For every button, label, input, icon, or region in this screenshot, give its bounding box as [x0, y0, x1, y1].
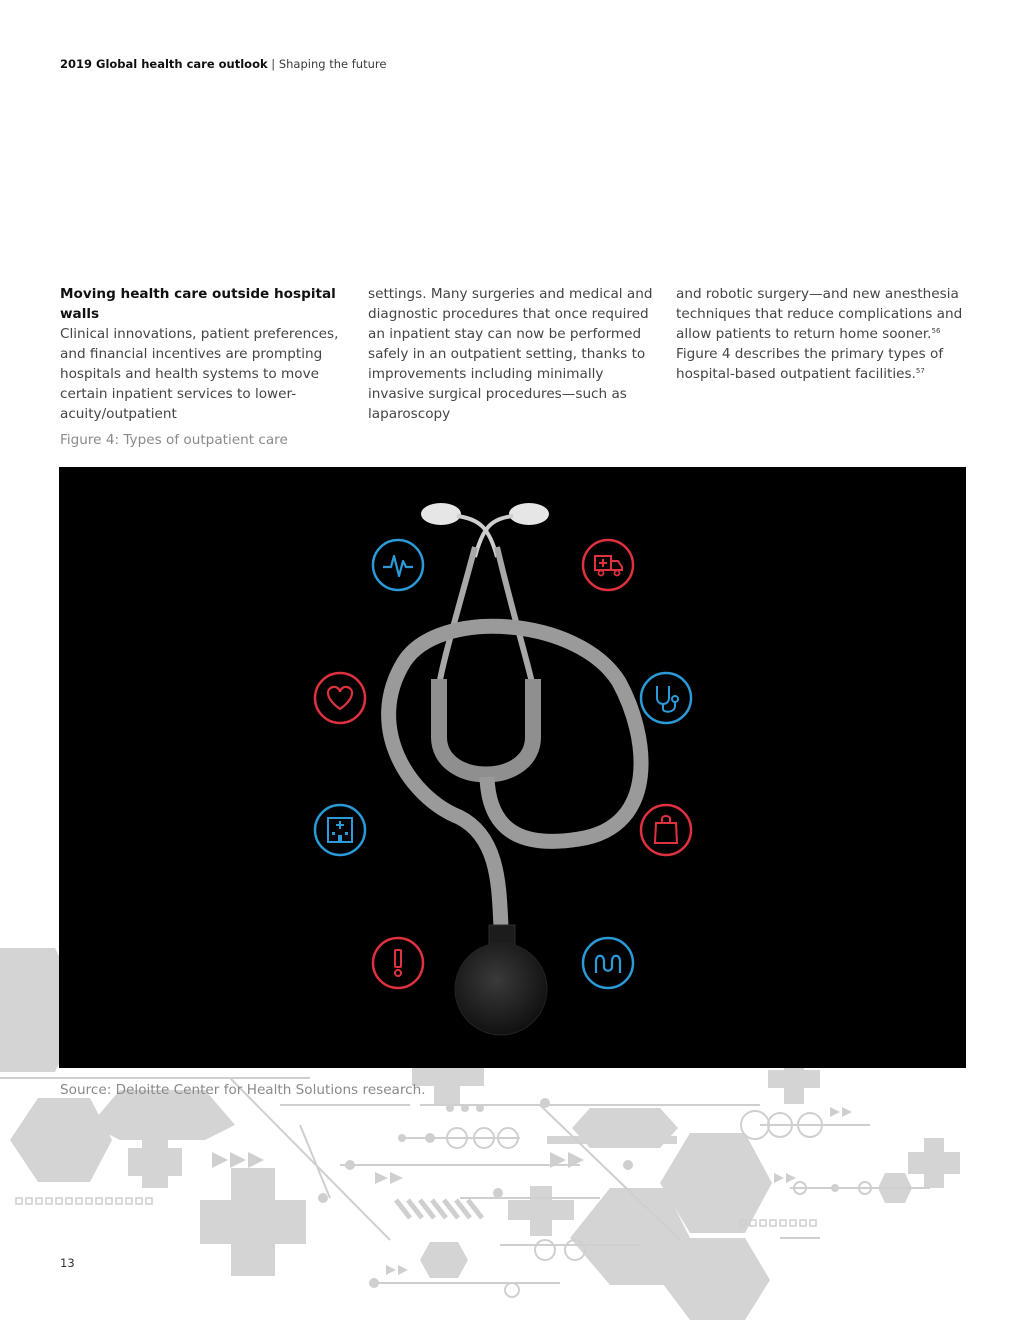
article-text-col3-a: and robotic surgery—and new anesthesia techniques that reduce complications and allow patients to return home sooner. — [676, 286, 963, 342]
intestine-icon — [583, 938, 633, 988]
article-text-col1: Clinical innovations, patient preferences, and financial incentives are prompting hospitals and health systems to move certain inpatient services to lower-acuity/outpatient — [60, 326, 339, 422]
footnote-ref-57[interactable]: 57 — [915, 367, 925, 375]
stethoscope-tubes — [439, 547, 533, 687]
article-text-col3 — [676, 284, 963, 384]
section-heading: Moving health care outside hospital walls — [60, 286, 336, 322]
article-text-col2: settings. Many surgeries and medical and diagnostic procedures that once required an inpatient stay can now be performed safely in an outpatient setting, thanks to improvements including minimally invasive surgical procedures—such as laparoscopy — [368, 286, 653, 422]
stethoscope-loop — [389, 626, 641, 927]
page-number: 13 — [60, 1256, 75, 1270]
stethoscope-illustration — [59, 467, 966, 1068]
stethoscope-yoke — [439, 679, 533, 775]
running-header — [60, 57, 386, 71]
heartbeat-icon — [373, 540, 423, 590]
article-column-3 — [676, 284, 963, 384]
exclamation-icon — [373, 938, 423, 988]
header-title: 2019 Global health care outlook — [60, 57, 268, 71]
figure-title: Figure 4: Types of outpatient care — [60, 432, 288, 448]
stethoscope-chestpiece — [455, 943, 547, 1035]
article-column-2 — [368, 284, 655, 424]
header-separator: | — [267, 57, 279, 71]
footnote-ref-56[interactable]: 56 — [931, 327, 941, 335]
ambulance-icon — [583, 540, 633, 590]
shopping-bag-icon — [641, 805, 691, 855]
article-column-1 — [60, 284, 347, 424]
stethoscope-icon — [641, 673, 691, 723]
article-text-col3-b: Figure 4 describes the primary types of hospital-based outpatient facilities. — [676, 346, 944, 382]
figure-illustration — [59, 467, 966, 1068]
header-subtitle: Shaping the future — [278, 57, 387, 71]
figure-source: Source: Deloitte Center for Health Solutions research. — [60, 1082, 426, 1098]
hospital-icon — [315, 805, 365, 855]
heart-icon — [315, 673, 365, 723]
stethoscope-earpieces — [421, 503, 549, 557]
